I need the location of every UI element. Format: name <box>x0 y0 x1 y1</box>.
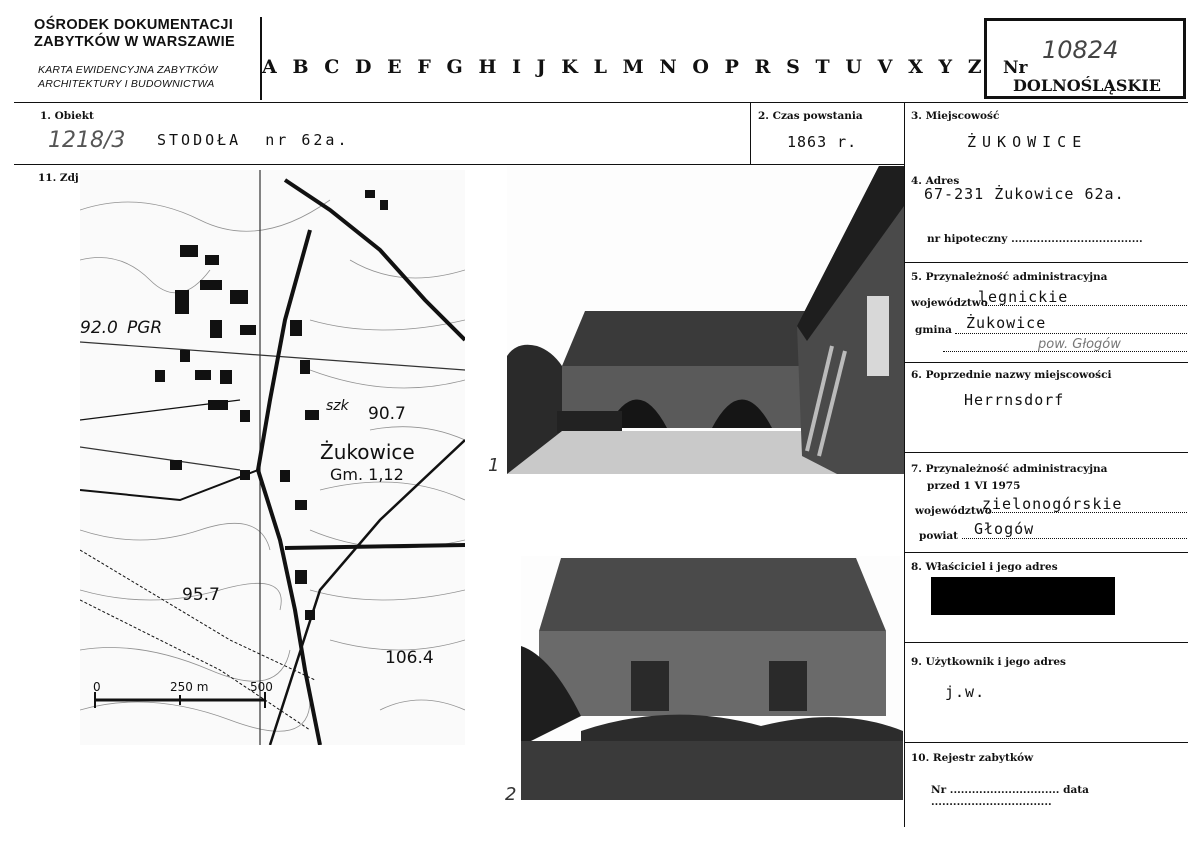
czas-label: 2. Czas powstania <box>758 110 863 122</box>
miejscowosc-value: ŻUKOWICE <box>967 133 1088 151</box>
alphabet-letter-y: Y <box>938 56 953 78</box>
card-type <box>38 63 258 91</box>
woj1975-value: zielonogórskie <box>982 495 1123 513</box>
institution-name <box>34 17 259 51</box>
photo-2 <box>521 556 903 800</box>
rejestr-nr-field <box>931 784 1200 808</box>
woj1975-label: województwo <box>915 505 992 517</box>
wlasciciel-label: 8. Właściciel i jego adres <box>911 561 1058 573</box>
adres-label: 4. Adres <box>911 175 960 187</box>
map-scale-0: 0 <box>93 680 101 694</box>
alphabet-letter-s: S <box>786 56 800 78</box>
woj-label: województwo <box>911 297 988 309</box>
rejestr-label: 10. Rejestr zabytków <box>911 752 1034 764</box>
alphabet-letter-z: Z <box>967 56 982 78</box>
map-label-elevation-92: 92.0 <box>80 318 118 338</box>
owner-redaction <box>931 577 1115 615</box>
map-label-elevation-957: 95.7 <box>182 585 220 605</box>
obiekt-value: STODOŁA nr 62a. <box>157 131 350 149</box>
adres-value: 67-231 Żukowice 62a. <box>924 185 1125 203</box>
photo-1-barn-courtyard <box>507 166 904 474</box>
admin-label: 5. Przynależność administracyjna <box>911 271 1108 283</box>
alphabet-letter-n: N <box>659 56 677 78</box>
uzytkownik-value: j.w. <box>945 683 986 701</box>
map-label-pgr: PGR <box>127 318 163 338</box>
grid-line-r7 <box>904 552 1188 553</box>
woj-value: legnickie <box>978 288 1069 306</box>
gmina-value: Żukowice <box>966 314 1047 332</box>
alphabet-index <box>262 56 982 86</box>
grid-line-col2 <box>750 102 751 164</box>
rejestr-nr-label: Nr <box>931 784 947 796</box>
rejestr-data-dots: ................................. <box>931 796 1052 808</box>
grid-line-r9 <box>904 742 1188 743</box>
map-scale-250: 250 m <box>170 680 209 694</box>
gmina-label: gmina <box>915 324 952 336</box>
alphabet-letter-j: J <box>536 56 546 78</box>
uzytkownik-label: 9. Użytkownik i jego adres <box>911 656 1066 668</box>
photo-1 <box>507 166 904 474</box>
woj-dots <box>985 305 1187 306</box>
miejscowosc-label: 3. Miejscowość <box>911 110 1000 122</box>
photo-2-number: 2 <box>505 784 517 805</box>
woj1975-dots <box>988 512 1187 513</box>
rejestr-nr-dots: .............................. <box>949 784 1060 796</box>
alphabet-letter-u: U <box>845 56 862 78</box>
powiat-dots <box>962 538 1187 539</box>
photo-1-number: 1 <box>488 455 500 476</box>
czas-value: 1863 r. <box>787 133 858 151</box>
alphabet-letter-e: E <box>387 56 402 78</box>
obiekt-label: 1. Obiekt <box>40 110 94 122</box>
hipoteczny-field <box>927 233 1143 245</box>
record-number-value: 10824 <box>1042 36 1119 64</box>
alphabet-letter-m: M <box>622 56 644 78</box>
map-label-town: Żukowice <box>320 440 415 464</box>
map-label-elevation-907: 90.7 <box>368 404 406 424</box>
card-type-line-2: ARCHITEKTURY I BUDOWNICTWA <box>38 78 215 90</box>
alphabet-letter-h: H <box>478 56 497 78</box>
poprzednie-value: Herrnsdorf <box>964 391 1065 409</box>
gmina-note: pow. Głogów <box>1038 337 1121 352</box>
alphabet-letter-v: V <box>877 56 893 78</box>
alphabet-letter-c: C <box>324 56 340 78</box>
alphabet-letter-p: P <box>724 56 739 78</box>
admin1975-label: 7. Przynależność administracyjna <box>911 463 1108 475</box>
alphabet-letter-d: D <box>355 56 372 78</box>
rejestr-data-label: data <box>1063 784 1089 796</box>
grid-line-r8 <box>904 642 1188 643</box>
alphabet-letter-t: T <box>815 56 830 78</box>
alphabet-letter-f: F <box>417 56 431 78</box>
voivodeship-stamp: DOLNOŚLĄSKIE <box>1013 76 1161 95</box>
institution-line-2: ZABYTKÓW W WARSZAWIE <box>34 34 235 50</box>
alphabet-letter-x: X <box>908 56 923 78</box>
grid-line-r4 <box>904 262 1188 263</box>
grid-line-col3 <box>904 102 905 827</box>
alphabet-letter-b: B <box>292 56 309 78</box>
grid-line-r5 <box>904 362 1188 363</box>
powiat-value: Głogów <box>974 520 1035 538</box>
alphabet-letter-o: O <box>692 56 709 78</box>
map-label-gm: Gm. 1,12 <box>330 465 404 484</box>
zdjecia-label: 11. Zdj <box>38 172 79 184</box>
hipoteczny-label: nr hipoteczny <box>927 233 1008 245</box>
obiekt-code: 1218/3 <box>48 128 126 153</box>
grid-line-row1 <box>14 164 904 165</box>
photo-2-barn-front <box>521 556 903 800</box>
alphabet-letter-i: I <box>512 56 521 78</box>
gmina-dots <box>955 333 1187 334</box>
powiat-label: powiat <box>919 530 959 542</box>
alphabet-letter-r: R <box>754 56 771 78</box>
gmina-dots-2 <box>943 351 1187 352</box>
map-scale-500: 500 <box>250 680 273 694</box>
alphabet-letter-k: K <box>561 56 578 78</box>
institution-line-1: OŚRODEK DOKUMENTACJI <box>34 17 234 33</box>
card-type-line-1: KARTA EWIDENCYJNA ZABYTKÓW <box>38 64 218 76</box>
alphabet-letter-a: A <box>262 56 277 78</box>
alphabet-letter-l: L <box>593 56 607 78</box>
grid-line-r6 <box>904 452 1188 453</box>
map-label-szk: szk <box>326 398 349 414</box>
hipoteczny-dots: .................................... <box>1011 233 1143 245</box>
przed-label: przed 1 VI 1975 <box>927 480 1021 492</box>
map-label-elevation-1064: 106.4 <box>385 648 434 668</box>
alphabet-letter-g: G <box>446 56 463 78</box>
poprzednie-label: 6. Poprzednie nazwy miejscowości <box>911 369 1112 381</box>
grid-line-top <box>14 102 1188 103</box>
record-number-label: Nr <box>1003 58 1028 78</box>
